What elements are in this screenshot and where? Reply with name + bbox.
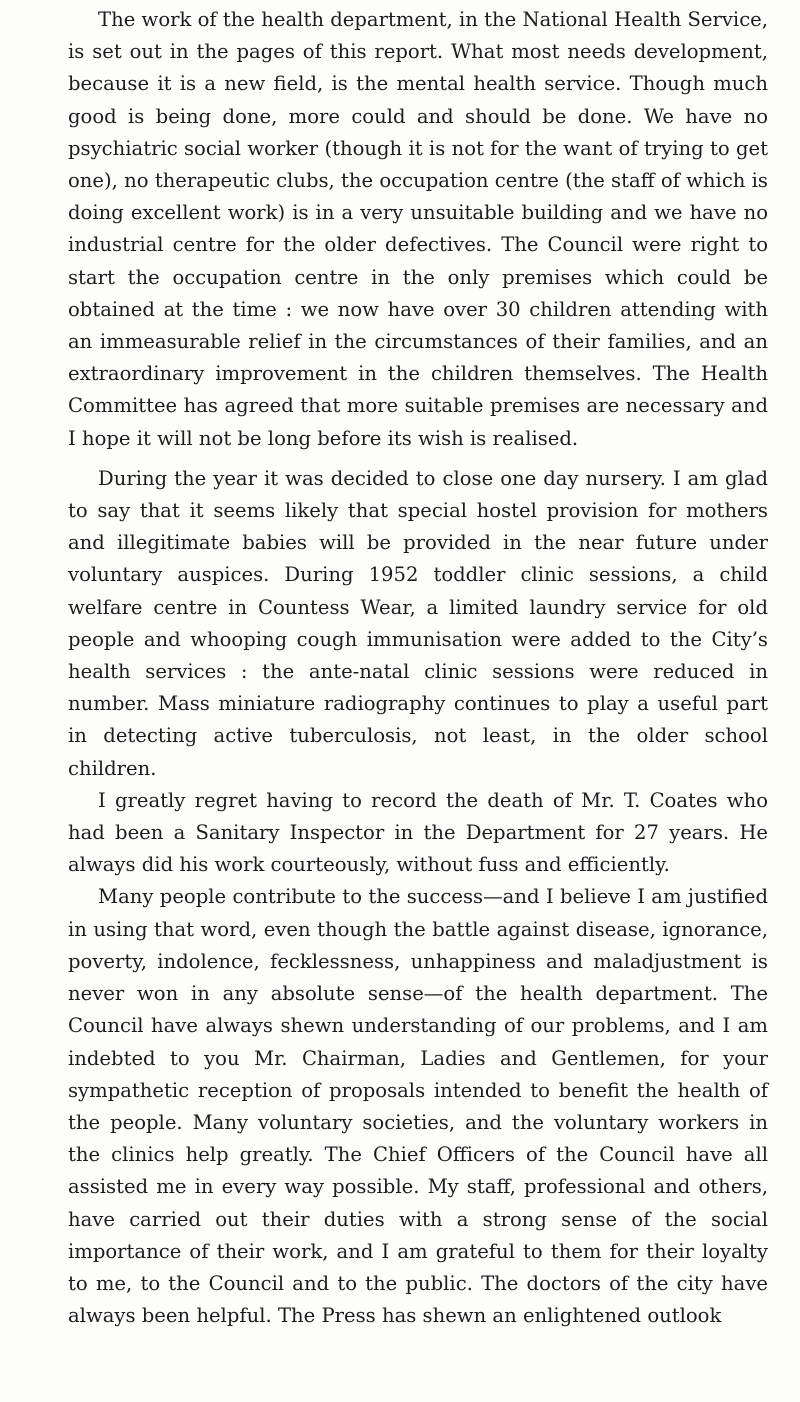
report-body-text (68, 4, 768, 1332)
paragraph-acknowledgements: Many people contribute to the success—and I believe I am justified in using that word, even though the battle against disease, ignorance, poverty, indolence, fecklessness, unhappiness and maladjustment is never won in any absolute sense—of the health department. The Council have always shewn understanding of our problems, and I am indebted to you Mr. Chairman, Ladies and Gentlemen, for your sympathetic reception of proposals intended to benefit the health of the people. Many voluntary societies, and the voluntary workers in the clinics help greatly. The Chief Officers of the Council have all assisted me in every way possible. My staff, professional and others, have carried out their duties with a strong sense of the social importance of their work, and I am grateful to them for their loyalty to me, to the Council and to the public. The doctors of the city have always been helpful. The Press has shewn an enlightened outlook (68, 885, 768, 1328)
paragraph-obituary: I greatly regret having to record the death of Mr. T. Coates who had been a Sanitary Inspector in the Department for 27 years. He always did his work courteously, without fuss and efficiently. (68, 788, 768, 877)
paragraph-services-changes: During the year it was decided to close one day nursery. I am glad to say that it seems likely that special hostel provision for mothers and illegitimate babies will be provided in the near future under voluntary auspices. During 1952 toddler clinic sessions, a child welfare centre in Countess Wear, a limited laundry service for old people and whooping cough immunisation were added to the City’s health services : the ante-natal clinic sessions were reduced in number. Mass miniature radiography continues to play a useful part in detecting active tuberculosis, not least, in the older school children. (68, 466, 768, 780)
paragraph-mental-health: The work of the health department, in the National Health Service, is set out in the pages of this report. What most needs development, because it is a new field, is the mental health service. Though much good is being done, more could and should be done. We have no psychiatric social worker (though it is not for the want of trying to get one), no therapeutic clubs, the occupation centre (the staff of which is doing excellent work) is in a very unsuitable building and we have no industrial centre for the older defectives. The Council were right to start the occupation centre in the only premises which could be obtained at the time : we now have over 30 children attending with an immeasurable relief in the circumstances of their families, and an extraordinary improvement in the children themselves. The Health Committee has agreed that more suitable premises are necessary and I hope it will not be long before its wish is realised. (68, 8, 768, 450)
